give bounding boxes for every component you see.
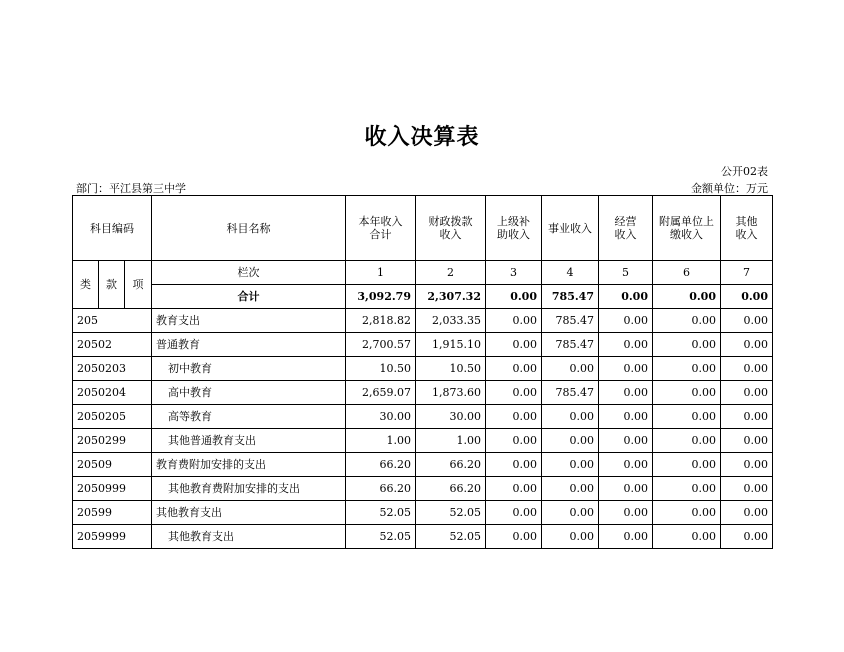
row-value: 0.00 bbox=[721, 501, 773, 525]
row-code: 2050204 bbox=[73, 381, 152, 405]
row-value: 66.20 bbox=[346, 453, 416, 477]
row-value: 66.20 bbox=[416, 477, 486, 501]
total-value: 0.00 bbox=[721, 285, 773, 309]
report-number: 公开02表 bbox=[721, 165, 768, 178]
row-value: 0.00 bbox=[486, 453, 542, 477]
header-operating: 经营 收入 bbox=[599, 196, 653, 261]
col-num: 5 bbox=[599, 261, 653, 285]
row-value: 0.00 bbox=[653, 453, 721, 477]
row-value: 0.00 bbox=[542, 429, 599, 453]
table-row bbox=[73, 453, 773, 477]
header-code: 科目编码 bbox=[73, 196, 152, 261]
row-value: 66.20 bbox=[346, 477, 416, 501]
row-code: 2050203 bbox=[73, 357, 152, 381]
row-value: 1.00 bbox=[346, 429, 416, 453]
row-value: 0.00 bbox=[653, 309, 721, 333]
table-row bbox=[73, 501, 773, 525]
row-code: 2059999 bbox=[73, 525, 152, 549]
table-row bbox=[73, 309, 773, 333]
table-row bbox=[73, 405, 773, 429]
row-value: 0.00 bbox=[599, 429, 653, 453]
row-code: 20599 bbox=[73, 501, 152, 525]
total-value: 2,307.32 bbox=[416, 285, 486, 309]
row-value: 0.00 bbox=[721, 525, 773, 549]
row-value: 0.00 bbox=[721, 333, 773, 357]
row-value: 0.00 bbox=[599, 333, 653, 357]
row-value: 0.00 bbox=[653, 357, 721, 381]
row-name: 其他教育费附加安排的支出 bbox=[152, 477, 346, 501]
row-code: 2050205 bbox=[73, 405, 152, 429]
row-value: 0.00 bbox=[486, 309, 542, 333]
row-code: 20509 bbox=[73, 453, 152, 477]
row-value: 66.20 bbox=[416, 453, 486, 477]
header-affiliated: 附属单位上 缴收入 bbox=[653, 196, 721, 261]
total-value: 785.47 bbox=[542, 285, 599, 309]
row-value: 0.00 bbox=[542, 453, 599, 477]
total-value: 3,092.79 bbox=[346, 285, 416, 309]
row-value: 0.00 bbox=[653, 381, 721, 405]
row-value: 0.00 bbox=[599, 477, 653, 501]
row-value: 0.00 bbox=[486, 429, 542, 453]
row-value: 0.00 bbox=[653, 405, 721, 429]
total-value: 0.00 bbox=[486, 285, 542, 309]
row-value: 0.00 bbox=[486, 525, 542, 549]
department-label: 部门：平江县第三中学 bbox=[76, 182, 186, 195]
header-other: 其他 收入 bbox=[721, 196, 773, 261]
row-value: 0.00 bbox=[486, 381, 542, 405]
row-value: 0.00 bbox=[653, 429, 721, 453]
row-value: 0.00 bbox=[542, 525, 599, 549]
row-value: 0.00 bbox=[599, 309, 653, 333]
total-value: 0.00 bbox=[599, 285, 653, 309]
row-value: 0.00 bbox=[653, 501, 721, 525]
row-code: 20502 bbox=[73, 333, 152, 357]
row-value: 10.50 bbox=[346, 357, 416, 381]
header-superior: 上级补 助收入 bbox=[486, 196, 542, 261]
row-value: 785.47 bbox=[542, 381, 599, 405]
row-code: 205 bbox=[73, 309, 152, 333]
table-row bbox=[73, 477, 773, 501]
table-row bbox=[73, 525, 773, 549]
row-value: 0.00 bbox=[542, 405, 599, 429]
row-value: 0.00 bbox=[486, 357, 542, 381]
row-value: 30.00 bbox=[346, 405, 416, 429]
row-name: 高中教育 bbox=[152, 381, 346, 405]
row-value: 0.00 bbox=[721, 381, 773, 405]
row-value: 0.00 bbox=[721, 453, 773, 477]
row-value: 0.00 bbox=[486, 405, 542, 429]
column-number-row bbox=[73, 261, 773, 285]
row-value: 52.05 bbox=[346, 525, 416, 549]
row-value: 30.00 bbox=[416, 405, 486, 429]
row-name: 教育费附加安排的支出 bbox=[152, 453, 346, 477]
table-row bbox=[73, 357, 773, 381]
row-value: 785.47 bbox=[542, 333, 599, 357]
row-value: 1,915.10 bbox=[416, 333, 486, 357]
total-label: 合计 bbox=[152, 285, 346, 309]
row-value: 0.00 bbox=[653, 477, 721, 501]
row-value: 2,033.35 bbox=[416, 309, 486, 333]
header-fiscal: 财政拨款 收入 bbox=[416, 196, 486, 261]
row-value: 0.00 bbox=[653, 525, 721, 549]
col-num: 4 bbox=[542, 261, 599, 285]
row-value: 2,818.82 bbox=[346, 309, 416, 333]
page-title: 收入决算表 bbox=[364, 125, 480, 150]
row-value: 0.00 bbox=[599, 357, 653, 381]
row-name: 其他教育支出 bbox=[152, 525, 346, 549]
total-value: 0.00 bbox=[653, 285, 721, 309]
unit-label: 金额单位：万元 bbox=[691, 182, 768, 195]
col-num: 1 bbox=[346, 261, 416, 285]
income-table bbox=[72, 195, 773, 549]
row-value: 0.00 bbox=[721, 405, 773, 429]
row-name: 普通教育 bbox=[152, 333, 346, 357]
header-name: 科目名称 bbox=[152, 196, 346, 261]
header-business: 事业收入 bbox=[542, 196, 599, 261]
header-kuan: 款 bbox=[99, 261, 125, 309]
row-code: 2050299 bbox=[73, 429, 152, 453]
col-num: 2 bbox=[416, 261, 486, 285]
header-lanci: 栏次 bbox=[152, 261, 346, 285]
row-value: 0.00 bbox=[599, 453, 653, 477]
row-value: 0.00 bbox=[599, 405, 653, 429]
table-row bbox=[73, 333, 773, 357]
row-value: 0.00 bbox=[486, 333, 542, 357]
row-value: 0.00 bbox=[721, 309, 773, 333]
row-value: 0.00 bbox=[653, 333, 721, 357]
header-row bbox=[73, 196, 773, 261]
row-value: 0.00 bbox=[721, 357, 773, 381]
row-value: 0.00 bbox=[542, 477, 599, 501]
row-value: 1.00 bbox=[416, 429, 486, 453]
row-value: 785.47 bbox=[542, 309, 599, 333]
table-row bbox=[73, 381, 773, 405]
row-value: 0.00 bbox=[542, 357, 599, 381]
header-total: 本年收入 合计 bbox=[346, 196, 416, 261]
col-num: 7 bbox=[721, 261, 773, 285]
header-xiang: 项 bbox=[125, 261, 152, 309]
total-row bbox=[73, 285, 773, 309]
row-name: 高等教育 bbox=[152, 405, 346, 429]
row-code: 2050999 bbox=[73, 477, 152, 501]
header-lei: 类 bbox=[73, 261, 99, 309]
row-name: 其他教育支出 bbox=[152, 501, 346, 525]
row-name: 初中教育 bbox=[152, 357, 346, 381]
col-num: 3 bbox=[486, 261, 542, 285]
row-value: 2,700.57 bbox=[346, 333, 416, 357]
row-value: 0.00 bbox=[599, 525, 653, 549]
row-value: 1,873.60 bbox=[416, 381, 486, 405]
row-value: 0.00 bbox=[721, 477, 773, 501]
row-value: 52.05 bbox=[416, 501, 486, 525]
row-value: 0.00 bbox=[599, 381, 653, 405]
row-name: 教育支出 bbox=[152, 309, 346, 333]
row-value: 0.00 bbox=[486, 501, 542, 525]
row-value: 0.00 bbox=[486, 477, 542, 501]
row-value: 0.00 bbox=[721, 429, 773, 453]
row-value: 52.05 bbox=[416, 525, 486, 549]
row-value: 2,659.07 bbox=[346, 381, 416, 405]
row-value: 52.05 bbox=[346, 501, 416, 525]
row-value: 10.50 bbox=[416, 357, 486, 381]
row-name: 其他普通教育支出 bbox=[152, 429, 346, 453]
col-num: 6 bbox=[653, 261, 721, 285]
row-value: 0.00 bbox=[542, 501, 599, 525]
row-value: 0.00 bbox=[599, 501, 653, 525]
table-row bbox=[73, 429, 773, 453]
